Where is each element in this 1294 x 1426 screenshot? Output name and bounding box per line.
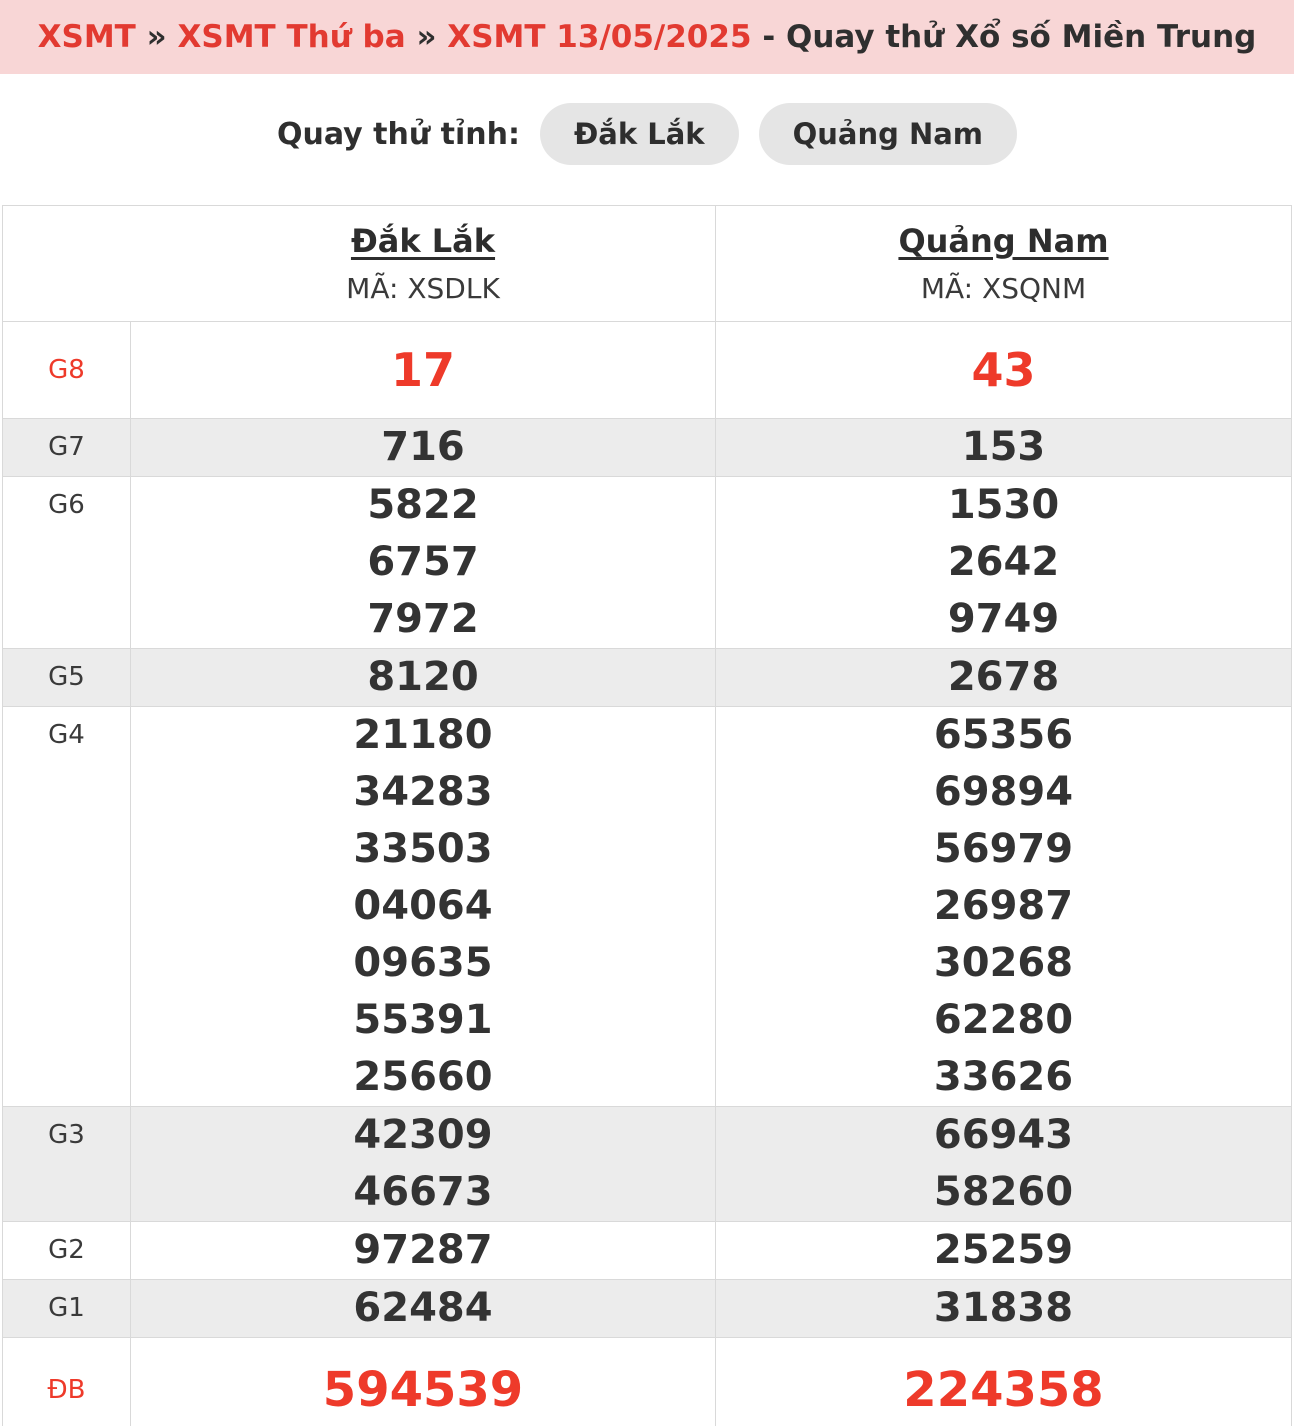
prize-numbers <box>131 1338 715 1426</box>
prize-numbers <box>715 1107 1291 1221</box>
header-province-daklak <box>131 206 715 321</box>
prize-row-G2 <box>3 1222 1291 1280</box>
prize-numbers <box>715 322 1291 418</box>
prize-number: 153 <box>961 424 1046 470</box>
prize-number: 7972 <box>367 596 479 642</box>
prize-number: 04064 <box>353 883 493 929</box>
province-picker-label: Quay thử tỉnh: <box>276 116 520 152</box>
prize-numbers <box>131 419 715 476</box>
prize-number: 8120 <box>367 654 479 700</box>
prize-label: G4 <box>3 707 131 1106</box>
prize-number: 43 <box>971 343 1036 397</box>
prize-numbers <box>715 1280 1291 1337</box>
prize-number: 21180 <box>353 712 493 758</box>
province-code: MÃ: XSQNM <box>920 272 1087 305</box>
prize-row-G5 <box>3 649 1291 707</box>
prize-number: 26987 <box>933 883 1074 929</box>
prize-label: G5 <box>3 649 131 706</box>
prize-numbers <box>131 322 715 418</box>
province-pill-daklak[interactable]: Đắk Lắk <box>540 103 739 165</box>
results-table <box>2 205 1292 1426</box>
prize-number: 56979 <box>933 826 1074 872</box>
prize-number: 55391 <box>353 997 493 1043</box>
prize-numbers <box>715 477 1291 648</box>
prize-number: 33626 <box>933 1054 1074 1100</box>
prize-label: G1 <box>3 1280 131 1337</box>
prize-number: 31838 <box>933 1285 1074 1331</box>
prize-number: 25660 <box>353 1054 493 1100</box>
prize-numbers <box>715 419 1291 476</box>
prize-row-G4 <box>3 707 1291 1107</box>
prize-number: 33503 <box>353 826 493 872</box>
prize-number: 09635 <box>353 940 493 986</box>
prize-number: 716 <box>381 424 465 470</box>
prize-number: 65356 <box>933 712 1074 758</box>
breadcrumb-link-date[interactable]: XSMT 13/05/2025 <box>447 19 752 55</box>
prize-number: 46673 <box>353 1169 493 1215</box>
prize-number: 69894 <box>933 769 1074 815</box>
prize-label: G7 <box>3 419 131 476</box>
prize-row-G1 <box>3 1280 1291 1338</box>
prize-row-G6 <box>3 477 1291 649</box>
prize-row-ĐB <box>3 1338 1291 1426</box>
prize-number: 42309 <box>353 1112 493 1158</box>
province-name-link[interactable]: Quảng Nam <box>898 222 1109 260</box>
prize-number: 62484 <box>353 1285 493 1331</box>
prize-number: 2642 <box>947 539 1060 585</box>
prize-number: 5822 <box>367 482 479 528</box>
prize-number: 9749 <box>947 596 1060 642</box>
prize-number: 17 <box>390 343 455 397</box>
province-code: MÃ: XSDLK <box>346 272 500 305</box>
breadcrumb-link-xsmt[interactable]: XSMT <box>37 19 136 55</box>
header-empty-cell <box>3 206 131 321</box>
prize-label: G2 <box>3 1222 131 1279</box>
prize-numbers <box>131 1107 715 1221</box>
prize-label: G3 <box>3 1107 131 1221</box>
prize-number: 224358 <box>903 1362 1104 1418</box>
prize-number: 1530 <box>947 482 1060 528</box>
province-name-link[interactable]: Đắk Lắk <box>350 222 496 260</box>
prize-label: G6 <box>3 477 131 648</box>
prize-numbers <box>715 1222 1291 1279</box>
breadcrumb-separator: » <box>416 19 437 55</box>
prize-label: ĐB <box>3 1338 131 1426</box>
prize-numbers <box>715 649 1291 706</box>
province-pill-quangnam[interactable]: Quảng Nam <box>759 103 1017 165</box>
prize-number: 30268 <box>933 940 1074 986</box>
prize-numbers <box>715 1338 1291 1426</box>
prize-number: 66943 <box>933 1112 1074 1158</box>
breadcrumb-link-weekday[interactable]: XSMT Thứ ba <box>177 19 406 55</box>
prize-number: 594539 <box>322 1362 524 1418</box>
prize-numbers <box>131 1280 715 1337</box>
header-province-quangnam <box>715 206 1291 321</box>
prize-label: G8 <box>3 322 131 418</box>
prize-row-G7 <box>3 419 1291 477</box>
prize-number: 25259 <box>933 1227 1074 1273</box>
prize-numbers <box>131 707 715 1106</box>
prize-numbers <box>131 1222 715 1279</box>
results-table-header <box>3 206 1291 322</box>
breadcrumb-suffix: - Quay thử Xổ số Miền Trung <box>762 19 1257 55</box>
prize-number: 2678 <box>947 654 1060 700</box>
prize-number: 97287 <box>353 1227 493 1273</box>
prize-numbers <box>131 477 715 648</box>
prize-row-G8 <box>3 322 1291 419</box>
prize-number: 34283 <box>353 769 493 815</box>
prize-number: 58260 <box>933 1169 1074 1215</box>
results-table-body <box>3 322 1291 1426</box>
prize-number: 62280 <box>933 997 1074 1043</box>
province-picker <box>0 103 1294 165</box>
breadcrumb-separator: » <box>146 19 167 55</box>
breadcrumb-banner <box>0 0 1294 74</box>
prize-number: 6757 <box>367 539 479 585</box>
prize-row-G3 <box>3 1107 1291 1222</box>
prize-numbers <box>131 649 715 706</box>
prize-numbers <box>715 707 1291 1106</box>
